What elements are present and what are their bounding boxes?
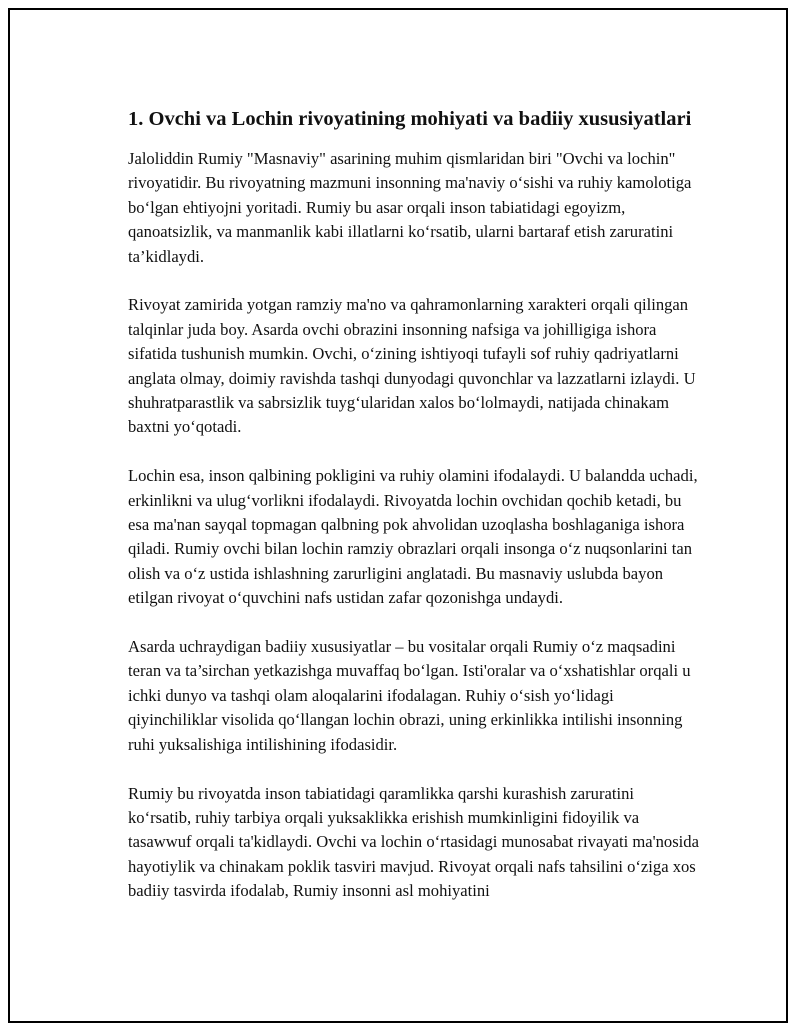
- section-title: 1. Ovchi va Lochin rivoyatining mohiyati va badiiy xususiyatlari: [128, 108, 692, 130]
- paragraph-5: Rumiy bu rivoyatda inson tabiatidagi qaramlikka qarshi kurashish zaruratini ko‘rsatib, ruhiy tarbiya orqali yuksaklikka erishish mumkinligini fidoyilik va tasawwuf orqali ta'kidlaydi. Ovchi va lochin o‘rtasidagi munosabat rivayati ma'nosida hayotiylik va chinakam poklik tasviri mavjud. Rivoyat orqali nafs tahsilini o‘ziga xos badiiy tasvirda ifodalab, Rumiy insonni asl mohiyatini: [128, 783, 699, 901]
- document-body: [128, 105, 700, 928]
- paragraph-3: Lochin esa, inson qalbining pokligini va ruhiy olamini ifodalaydi. U balandda uchadi, erkinlikni va ulug‘vorlikni ifodalaydi. Rivoyatda lochin ovchidan qochib ketadi, bu esa ma'nan sayqal topmagan qalbning pok ahvolidan uzoqlasha boshlaganiga ishora qiladi. Rumiy ovchi bilan lochin ramziy obrazlari orqali insonga o‘z nuqsonlarini tan olish va o‘z ustida ishlashning zarurligini anglatadi. Bu masnaviy uslubda bayon etilgan rivoyat o‘quvchini nafs ustidan zafar qozonishga undaydi.: [128, 466, 698, 608]
- paragraph-2: Rivoyat zamirida yotgan ramziy ma'no va qahramonlarning xarakteri orqali qilingan talqinlar juda boy. Asarda ovchi obrazini insonning nafsiga va johilligiga ishora sifatida tushunish mumkin. Ovchi, o‘zining ishtiyoqi tufayli sof ruhiy qadriyatlarni anglata olmay, doimiy ravishda tashqi dunyodagi quvonchlar va lazzatlarni izlaydi. U shuhratparastlik va sabrsizlik tuyg‘ularidan xalos bo‘lolmaydi, natijada chinakam baxtni yo‘qotadi.: [128, 295, 696, 437]
- page-frame: [8, 8, 788, 1023]
- paragraph-1: Jaloliddin Rumiy "Masnaviy" asarining muhim qismlaridan biri "Ovchi va lochin" rivoyatidir. Bu rivoyatning mazmuni insonning ma'naviy o‘sishi va ruhiy kamolotiga bo‘lgan ehtiyojni yoritadi. Rumiy bu asar orqali inson tabiatidagi egoyizm, qanoatsizlik, va manmanlik kabi illatlarni ko‘rsatib, ularni bartaraf etish zaruratini ta’kidlaydi.: [128, 149, 692, 266]
- paragraph-4: Asarda uchraydigan badiiy xususiyatlar – bu vositalar orqali Rumiy o‘z maqsadini teran va ta’sirchan yetkazishga muvaffaq bo‘lgan. Isti'oralar va o‘xshatishlar orqali u ichki dunyo va tashqi olam aloqalarini ifodalagan. Ruhiy o‘sish yo‘lidagi qiyinchiliklar visolida qo‘llangan lochin obrazi, uning erkinlikka intilishi insonning ruhi yuksalishiga intilishining ifodasidir.: [128, 637, 691, 754]
